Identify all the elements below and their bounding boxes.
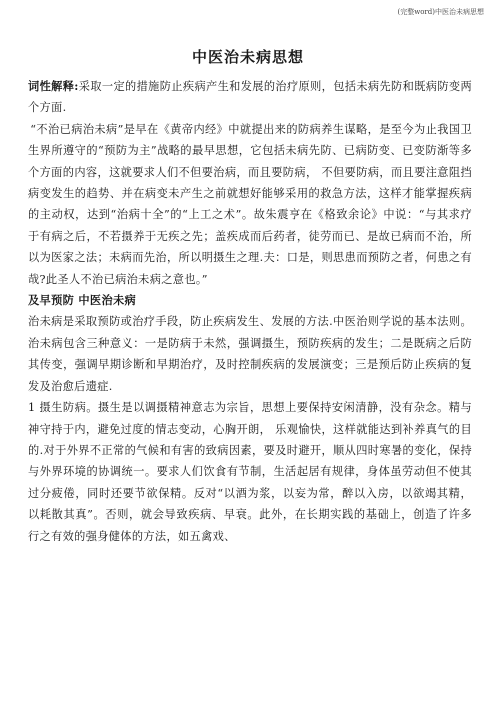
header-note: (完整word)中医治未病思想 — [397, 8, 484, 16]
document-title: 中医治未病思想 — [191, 48, 304, 66]
term-definition — [28, 76, 472, 119]
paragraph-3: 1 摄生防病。摄生是以调摄精神意志为宗旨，思想上要保持安闲清静，没有杂念。精与神守持于内，避免过度的情志变动，心胸开朗， 乐观愉快，这样就能达到补养真气的目的.对于外界不正常的气候和有害的致病因素，要及时避开，顺从四时寒暑的变化，保持与外界环境的协调统一。要求人们饮食有节制，生活起居有规律，身体虽劳动但不使其过分疲倦，同时还要节欲保精。反对“以酒为浆，以妄为常，醉以入房，以欲竭其精，以耗散其真”。否则，就会导致疾病、早衰。此外，在长期实践的基础上，创造了许多行之有效的强身健体的方法，如五禽戏、 — [28, 401, 472, 543]
document-body — [28, 76, 472, 547]
section-heading: 及早预防 中医治未病 — [28, 293, 137, 308]
paragraph-2: 治未病是采取预防或治疗手段，防止疾病发生、发展的方法.中医治则学说的基本法则。治未病包含三种意义：一是防病于未然，强调摄生，预防疾病的发生；二是既病之后防其传变，强调早期诊断和早期治疗，及时控制疾病的发展演变；三是预后防止疾病的复发及治愈后遗症. — [28, 315, 472, 393]
term-label: 词性解释: — [28, 79, 79, 93]
paragraph-1: “不治已病治未病”是早在《黄帝内经》中就提出来的防病养生谋略，是至今为止我国卫生界所遵守的“预防为主”战略的最早思想，它包括未病先防、已病防变、已变防渐等多个方面的内容，这就要求人们不但要治病，而且要防病， 不但要防病，而且要注意阻挡病变发生的趋势、并在病变未产生之前就想好能够采用的救急方法，这样才能掌握疾病的主动权，达到“治病十全”的“上工之术”。故朱震亨在《格致余论》中说：“与其求疗于有病之后，不若摄养于无疾之先；盖疾成而后药者，徒劳而已、是故已病而不治，所以为医家之法；未病而先治，所以明摄生之理.夫：口是，则思患而预防之者，何患之有哉?此圣人不治已病治未病之意也。” — [28, 122, 472, 286]
term-text: 采取一定的措施防止疾病产生和发展的治疗原则，包括未病先防和既病防变两个方面. — [28, 80, 472, 115]
